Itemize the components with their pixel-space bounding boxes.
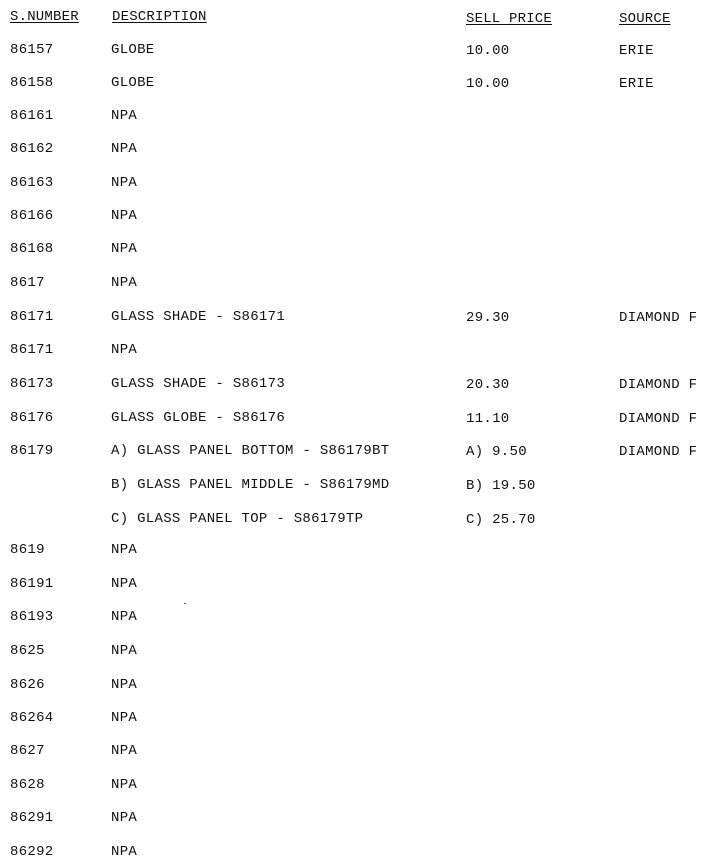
table-row [0,643,720,663]
item-description: NPA [111,777,138,793]
item-number: 86292 [10,844,54,860]
item-number: 86171 [10,342,54,358]
item-description: B) GLASS PANEL MIDDLE - S86179MD [111,477,390,493]
scan-speck [184,603,186,604]
item-sell-price: 11.10 [466,411,510,427]
item-number: 86163 [10,175,54,191]
item-number: 86291 [10,810,54,826]
item-number: 86162 [10,141,54,157]
table-row [0,710,720,730]
item-description: NPA [111,542,138,558]
item-number: 8626 [10,677,45,693]
table-row [0,609,720,629]
item-number: 8619 [10,542,45,558]
item-number: 86158 [10,75,54,91]
item-sell-price: 20.30 [466,377,510,393]
table-row [0,342,720,362]
item-description: GLASS SHADE - S86171 [111,309,286,325]
item-description: C) GLASS PANEL TOP - S86179TP [111,511,364,527]
item-description: GLASS SHADE - S86173 [111,376,286,392]
header-sell-price: SELL PRICE [466,11,553,27]
item-description: NPA [111,643,138,659]
header-description: DESCRIPTION [112,9,207,25]
item-sell-price: C) 25.70 [466,512,536,528]
table-row [0,108,720,128]
table-row [0,844,720,864]
table-row [0,208,720,228]
table-row [0,309,720,329]
item-number: 8617 [10,275,45,291]
item-description: NPA [111,275,138,291]
item-sell-price: B) 19.50 [466,478,536,494]
item-description: NPA [111,743,138,759]
item-sell-price: 29.30 [466,310,510,326]
table-row [0,175,720,195]
header-source: SOURCE [619,11,671,27]
table-row [0,241,720,261]
table-row [0,576,720,596]
table-row [0,443,720,463]
table-row [0,810,720,830]
item-number: 86171 [10,309,54,325]
item-description: NPA [111,208,138,224]
item-description: NPA [111,241,138,257]
item-sell-price: 10.00 [466,43,510,59]
item-number: 8627 [10,743,45,759]
item-description: NPA [111,844,138,860]
item-source: ERIE [619,43,654,59]
item-number: 86191 [10,576,54,592]
item-description: NPA [111,576,138,592]
item-number: 86179 [10,443,54,459]
table-row [0,743,720,763]
item-source: DIAMOND F [619,411,698,427]
item-number: 86264 [10,710,54,726]
item-description: NPA [111,710,138,726]
table-row [0,477,720,497]
table-row [0,777,720,797]
item-number: 8628 [10,777,45,793]
item-number: 86193 [10,609,54,625]
table-row [0,376,720,396]
item-description: NPA [111,609,138,625]
table-row [0,42,720,62]
item-description: A) GLASS PANEL BOTTOM - S86179BT [111,443,390,459]
item-number: 86168 [10,241,54,257]
header-number: S.NUMBER [10,9,79,25]
item-sell-price: 10.00 [466,76,510,92]
item-description: NPA [111,175,138,191]
table-row [0,141,720,161]
item-description: NPA [111,810,138,826]
item-number: 86161 [10,108,54,124]
item-description: GLOBE [111,75,155,91]
table-row [0,275,720,295]
table-row [0,410,720,430]
item-description: NPA [111,342,138,358]
item-description: GLOBE [111,42,155,58]
table-row [0,75,720,95]
item-description: NPA [111,141,138,157]
table-row [0,511,720,531]
item-number: 86157 [10,42,54,58]
table-row [0,542,720,562]
item-number: 86176 [10,410,54,426]
item-source: ERIE [619,76,654,92]
item-description: GLASS GLOBE - S86176 [111,410,286,426]
item-sell-price: A) 9.50 [466,444,527,460]
item-number: 86166 [10,208,54,224]
item-description: NPA [111,108,138,124]
item-number: 8625 [10,643,45,659]
item-source: DIAMOND F [619,310,698,326]
item-source: DIAMOND F [619,444,698,460]
item-source: DIAMOND F [619,377,698,393]
item-number: 86173 [10,376,54,392]
item-description: NPA [111,677,138,693]
table-row [0,677,720,697]
